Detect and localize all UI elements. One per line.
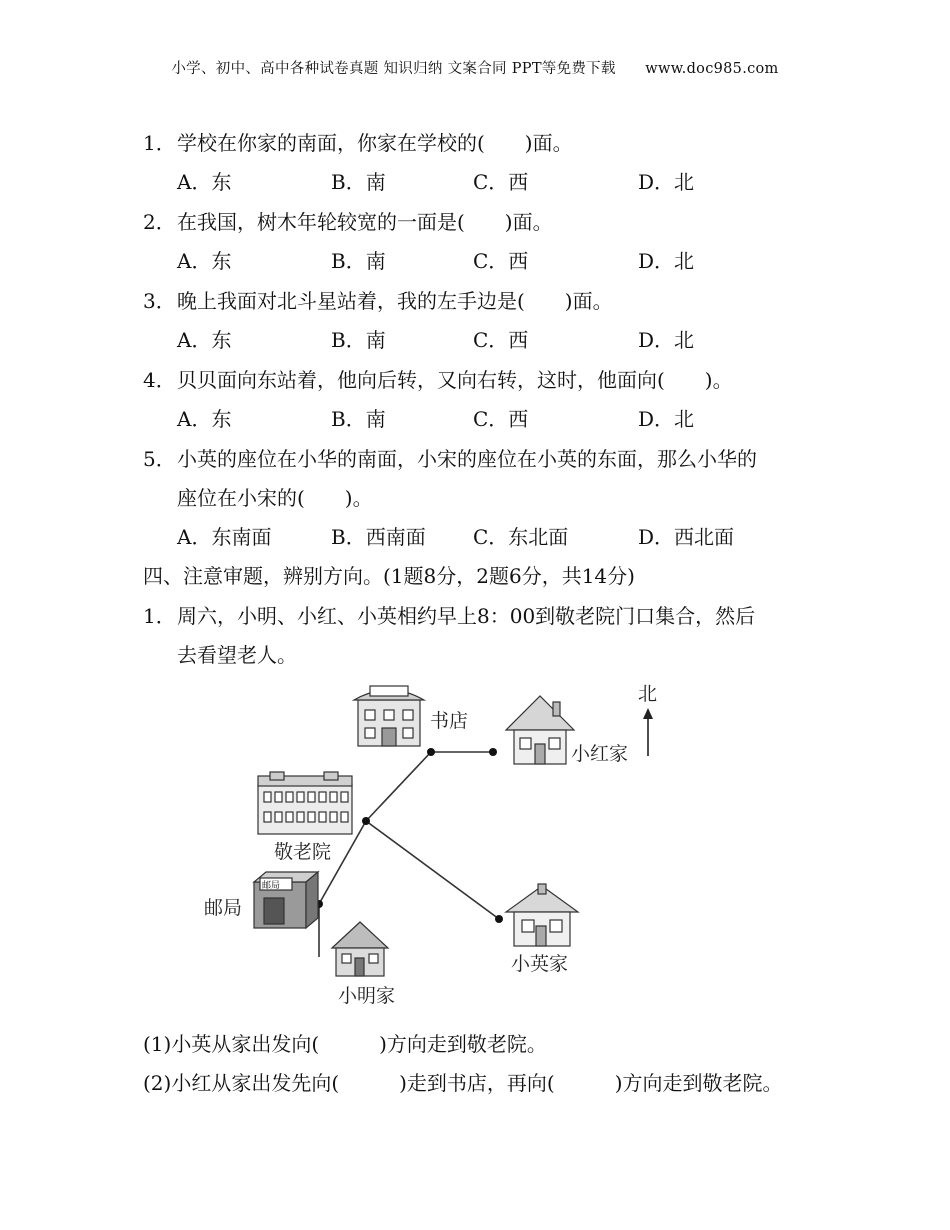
question-5-cont: 座位在小宋的( )。 <box>177 486 373 510</box>
q3-option-d[interactable]: D．北 <box>638 328 695 352</box>
sub-question-1: (1)小英从家出发向( )方向走到敬老院。 <box>143 1032 547 1056</box>
question-4: 4．贝贝面向东站着，他向后转，又向右转，这时，他面向( )。 <box>143 368 733 392</box>
post-office-label: 邮局 <box>204 897 243 919</box>
section-4-question-1: 1．周六，小明、小红、小英相约早上8：00到敬老院门口集合，然后 <box>143 604 756 628</box>
direction-map <box>190 672 670 1012</box>
xiaoying-home-label: 小英家 <box>511 953 569 975</box>
xiaohong-home-label: 小红家 <box>571 743 629 765</box>
q1-option-c[interactable]: C．西 <box>473 170 529 194</box>
q3-option-c[interactable]: C．西 <box>473 328 529 352</box>
post-office-sign: 邮局 <box>262 881 281 891</box>
question-2: 2．在我国，树木年轮较宽的一面是( )面。 <box>143 210 553 234</box>
node-bookstore <box>427 748 435 756</box>
q5-option-a[interactable]: A．东南面 <box>177 525 272 549</box>
q4-option-a[interactable]: A．东 <box>177 407 232 431</box>
route-nursing-xiaoying <box>366 821 499 919</box>
bookstore-icon <box>354 686 424 746</box>
q5-option-d[interactable]: D．西北面 <box>638 525 735 549</box>
header-site: www.doc985.com <box>645 61 779 77</box>
question-5: 5．小英的座位在小华的南面，小宋的座位在小英的东面，那么小华的 <box>143 447 757 471</box>
route-bookstore-nursing <box>366 752 431 821</box>
page-header <box>0 57 950 78</box>
sub-question-2: (2)小红从家出发先向( )走到书店，再向( )方向走到敬老院。 <box>143 1071 783 1095</box>
north-arrow-icon <box>643 708 653 756</box>
q1-option-b[interactable]: B．南 <box>331 170 386 194</box>
xiaoming-house-icon <box>332 922 388 976</box>
section-4-title: 四、注意审题，辨别方向。(1题8分，2题6分，共14分) <box>143 564 635 588</box>
xiaoming-home-label: 小明家 <box>338 985 396 1007</box>
q5-option-b[interactable]: B．西南面 <box>331 525 426 549</box>
node-xiaoying <box>495 915 503 923</box>
bookstore-label: 书店 <box>430 710 469 732</box>
nursing-home-icon <box>258 772 352 834</box>
q3-option-b[interactable]: B．南 <box>331 328 386 352</box>
xiaoying-house-icon <box>506 884 578 946</box>
q2-option-d[interactable]: D．北 <box>638 249 695 273</box>
q3-option-a[interactable]: A．东 <box>177 328 232 352</box>
question-3: 3．晚上我面对北斗星站着，我的左手边是( )面。 <box>143 289 613 313</box>
q2-option-a[interactable]: A．东 <box>177 249 232 273</box>
q4-option-c[interactable]: C．西 <box>473 407 529 431</box>
q2-option-b[interactable]: B．南 <box>331 249 386 273</box>
question-1: 1．学校在你家的南面，你家在学校的( )面。 <box>143 131 573 155</box>
node-nursing-home <box>362 817 370 825</box>
q2-option-c[interactable]: C．西 <box>473 249 529 273</box>
q5-option-c[interactable]: C．东北面 <box>473 525 569 549</box>
section-4-question-1-cont: 去看望老人。 <box>177 643 297 667</box>
north-label: 北 <box>638 683 658 705</box>
xiaohong-house-icon <box>506 696 574 764</box>
header-text: 小学、初中、高中各种试卷真题 知识归纳 文案合同 PPT等免费下载 <box>171 61 616 77</box>
q4-option-d[interactable]: D．北 <box>638 407 695 431</box>
q1-option-a[interactable]: A．东 <box>177 170 232 194</box>
q4-option-b[interactable]: B．南 <box>331 407 386 431</box>
node-xiaohong <box>489 748 497 756</box>
nursing-home-label: 敬老院 <box>274 841 332 863</box>
q1-option-d[interactable]: D．北 <box>638 170 695 194</box>
